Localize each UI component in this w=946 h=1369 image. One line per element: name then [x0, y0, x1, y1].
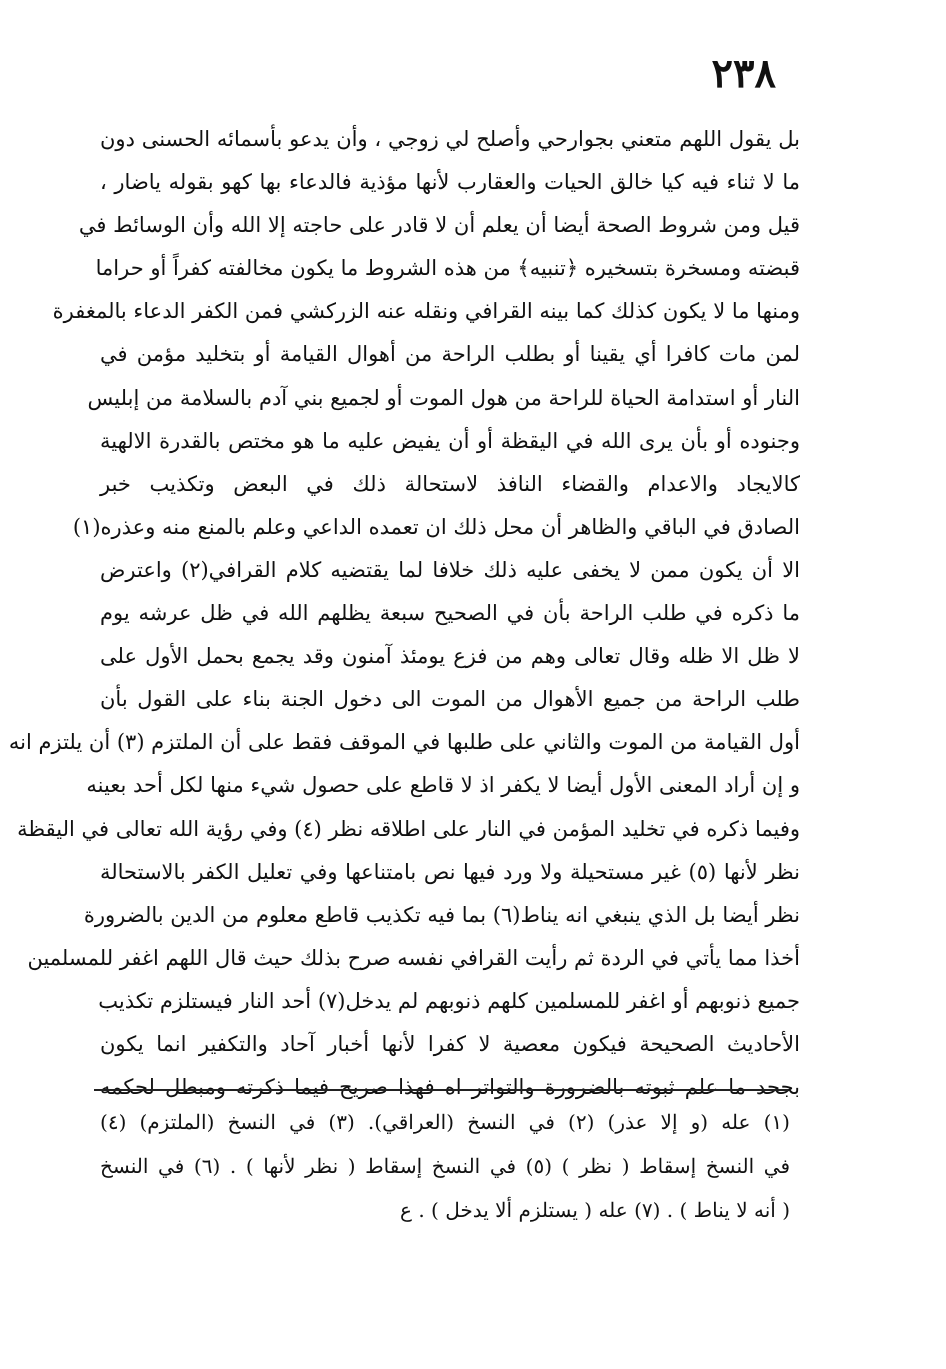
text-line: أول القيامة من الموت والثاني على طلبها في الموقف فقط على أن الملتزم (٣) أن يلتزم انه [8, 730, 800, 755]
text-line: بجحد ما علم ثبوته بالضرورة والتواتر اه فهذا صريح فيما ذكرته ومبطل لحكمه [100, 1075, 800, 1100]
text-line: كالايجاد والاعدام والقضاء النافذ لاستحالة ذلك في البعض وتكذيب خبر [100, 471, 800, 496]
page-number: ٢٣٨ [711, 50, 776, 97]
footnote-line: ( أنه لا يناط ) . (٧) عله ( يستلزم ألا يدخل ) . ع [400, 1198, 790, 1222]
text-line: قبضته ومسخرة بتسخيره ﴿تنبيه﴾ من هذه الشروط ما يكون مخالفته كفراً أو حراما [95, 256, 800, 281]
text-line: بل يقول اللهم متعني بجوارحي وأصلح لي زوجي ، وأن يدعو بأسمائه الحسنى دون [100, 127, 800, 151]
main-text-block [8, 118, 800, 1109]
text-line: النار أو استدامة الحياة للراحة من هول الموت أو لجميع بني آدم بالسلامة من إبليس [87, 385, 800, 410]
footnote-divider [94, 1089, 788, 1091]
text-line: ما ذكره في طلب الراحة بأن في الصحيح سبعة يظلهم الله في ظل عرشه يوم [100, 601, 800, 626]
text-line: نظر أيضا بل الذي ينبغي انه يناط(٦) بما فيه تكذيب قاطع معلوم من الدين بالضرورة [83, 902, 800, 927]
text-line: لمن مات كافرا أي يقينا أو بطلب الراحة من أهوال القيامة أو بتخليد مؤمن في [100, 342, 800, 367]
text-line: الا أن يكون ممن لا يخفى عليه ذلك خلافا لما يقتضيه كلام القرافي(٢) واعترض [100, 557, 800, 582]
text-line: ومنها ما لا يكون كذلك كما بينه القرافي ونقله عنه الزركشي فمن الكفر الدعاء بالمغفرة [52, 299, 800, 324]
text-line: لا ظل الا ظله وقال تعالى وهم من فزع يومئذ آمنون وقد يجمع بحمل الأول على [100, 644, 800, 669]
footnote-line: (١) عله (و إلا عذر) (٢) في النسخ (العراقي). (٣) في النسخ (الملتزم) (٤) [100, 1110, 790, 1134]
text-line: قيل ومن شروط الصحة أيضا أن يعلم أن لا قادر على حاجته إلا الله وأن الوسائط في [78, 213, 800, 238]
text-line: نظر لأنها (٥) غير مستحيلة ولا ورد فيها نص بامتناعها وفي تعليل الكفر بالاستحالة [100, 859, 800, 884]
text-line: وجنوده أو بأن يرى الله في اليقظة أو أن يفيض عليه ما هو مختص بالقدرة الالهية [100, 428, 800, 453]
text-line: الأحاديث الصحيحة فيكون معصية لا كفرا لأنها أخبار آحاد والتكفير انما يكون [100, 1031, 800, 1056]
text-line: طلب الراحة من جميع الأهوال من الموت الى دخول الجنة بناء على القول بأن [100, 687, 800, 712]
footnotes-block [100, 1100, 790, 1232]
text-line: جميع ذنوبهم أو اغفر للمسلمين كلهم ذنوبهم لم يدخل(٧) أحد النار فيستلزم تكذيب [98, 988, 800, 1013]
text-line: ما لا ثناء فيه كيا خالق الحيات والعقارب لأنها مؤذية فالدعاء بها كهو بقوله ياضار ، [100, 170, 800, 195]
text-line: و إن أراد المعنى الأول أيضا لا يكفر اذ لا قاطع على حصول شيء منها لكل أحد بعينه [86, 773, 800, 798]
footnote-line: في النسخ إسقاط ( نظر ) (٥) في النسخ إسقاط ( نظر لأنها ) . (٦) في النسخ [100, 1154, 791, 1178]
text-line: أخذا مما يأتي في الردة ثم رأيت القرافي نفسه صرح بذلك حيث قال اللهم اغفر للمسلمين [27, 945, 800, 970]
text-line: الصادق في الباقي والظاهر أن محل ذلك ان تعمده الداعي وعلم بالمنع منه وعذره(١) [72, 514, 800, 539]
text-line: وفيما ذكره في تخليد المؤمن في النار على اطلاقه نظر (٤) وفي رؤية الله تعالى في اليقظة [17, 816, 800, 841]
